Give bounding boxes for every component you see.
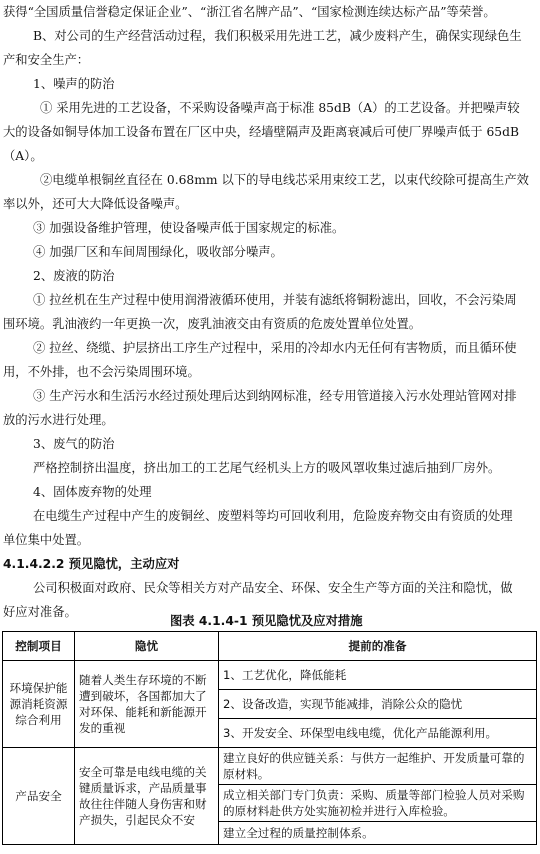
text-line: 大的设备如铜导体加工设备布置在厂区中央，经墙壁隔声及距离衰减后可使厂界噪声低于 65dB [3, 125, 520, 139]
cell-item: 产品安全 [3, 748, 75, 845]
text-line: ① 拉丝机在生产过程中使用润滑液循环使用，并装有滤纸将铜粉滤出，回收，不会污染周 [33, 293, 517, 307]
cell-concern: 随着人类生存环境的不断遭到破坏，各国都加大了对环保、能耗和新能源开发的重视 [75, 661, 219, 748]
text-line: B、对公司的生产经营活动过程，我们积极采用先进工艺，减少废料产生，确保实现绿色生 [33, 29, 522, 43]
text-line: （A）。 [3, 149, 43, 163]
table-caption: 图表 4.1.4-1 预见隐忧及应对措施 [170, 614, 363, 628]
table-row [3, 748, 537, 785]
text-line: 率以外，还可大大降低设备噪声。 [3, 197, 188, 211]
section-heading: 4.1.4.2.2 预见隐忧，主动应对 [3, 557, 180, 571]
text-line: 产和安全生产： [3, 53, 90, 67]
text-line: 好应对准备。 [3, 605, 77, 619]
text-line: 在电缆生产过程中产生的废铜丝、废塑料等均可回收利用，危险废弃物交由有资质的处理 [33, 509, 513, 523]
cell-preparation: 成立相关部门专门负责：采购、质量等部门检验人员对采购的原材料赴供方处实施初检并进行入库检验。 [219, 785, 537, 822]
header-preparation: 提前的准备 [219, 632, 537, 661]
text-line: 围环境。乳油液约一年更换一次，废乳油液交由有资质的危废处置单位处置。 [3, 317, 422, 331]
cell-preparation: 1、工艺优化，降低能耗 [219, 661, 537, 690]
text-line: ① 采用先进的工艺设备，不采购设备噪声高于标准 85dB（A）的工艺设备。并把噪声较 [40, 101, 520, 115]
text-line: ③ 加强设备维护管理，使设备噪声低于国家规定的标准。 [33, 221, 345, 235]
text-line: ②电缆单根铜丝直径在 0.68mm 以下的导电线芯采用束绞工艺，以束代绞除可提高生产效 [40, 173, 529, 187]
text-line: 用，不外排，也不会污染周围环境。 [3, 365, 200, 379]
text-line: 严格控制挤出温度，挤出加工的工艺尾气经机头上方的吸风罩收集过滤后抽到厂房外。 [33, 461, 501, 475]
text-line: ④ 加强厂区和车间周围绿化，吸收部分噪声。 [33, 245, 283, 259]
text-line: 公司积极面对政府、民众等相关方对产品安全、环保、安全生产等方面的关注和隐忧，做 [33, 581, 513, 595]
cell-preparation: 3、开发安全、环保型电线电缆，优化产品能源利用。 [219, 719, 537, 748]
subheading-solid: 4、固体废弃物的处理 [33, 485, 152, 499]
header-item: 控制项目 [3, 632, 75, 661]
subheading-noise: 1、噪声的防治 [33, 77, 115, 91]
text-line: ③ 生产污水和生活污水经过预处理后达到纳网标准，经专用管道接入污水处理站管网对排 [33, 389, 517, 403]
cell-preparation: 建立全过程的质量控制体系。 [219, 822, 537, 845]
text-line: 单位集中处置。 [3, 533, 90, 547]
risk-table [2, 631, 537, 845]
cell-item: 环境保护能源消耗资源综合利用 [3, 661, 75, 748]
text-line: 获得“全国质量信誉稳定保证企业”、“浙江省名牌产品”、“国家检测连续达标产品”等荣誉。 [3, 5, 496, 19]
text-line: ② 拉丝、绕缆、护层挤出工序生产过程中，采用的冷却水内无任何有害物质，而且循环使 [33, 341, 517, 355]
subheading-liquid: 2、废液的防治 [33, 269, 115, 283]
subheading-gas: 3、废气的防治 [33, 437, 115, 451]
text-line: 放的污水进行处理。 [3, 413, 114, 427]
cell-concern: 安全可靠是电线电缆的关键质量诉求，产品质量事故往往伴随人身伤害和财产损失，引起民众不安 [75, 748, 219, 845]
header-concern: 隐忧 [75, 632, 219, 661]
cell-preparation: 建立良好的供应链关系：与供方一起维护、开发质量可靠的原材料。 [219, 748, 537, 785]
cell-preparation: 2、设备改造，实现节能减排，消除公众的隐忧 [219, 690, 537, 719]
table-row [3, 661, 537, 690]
table-header-row [3, 632, 537, 661]
